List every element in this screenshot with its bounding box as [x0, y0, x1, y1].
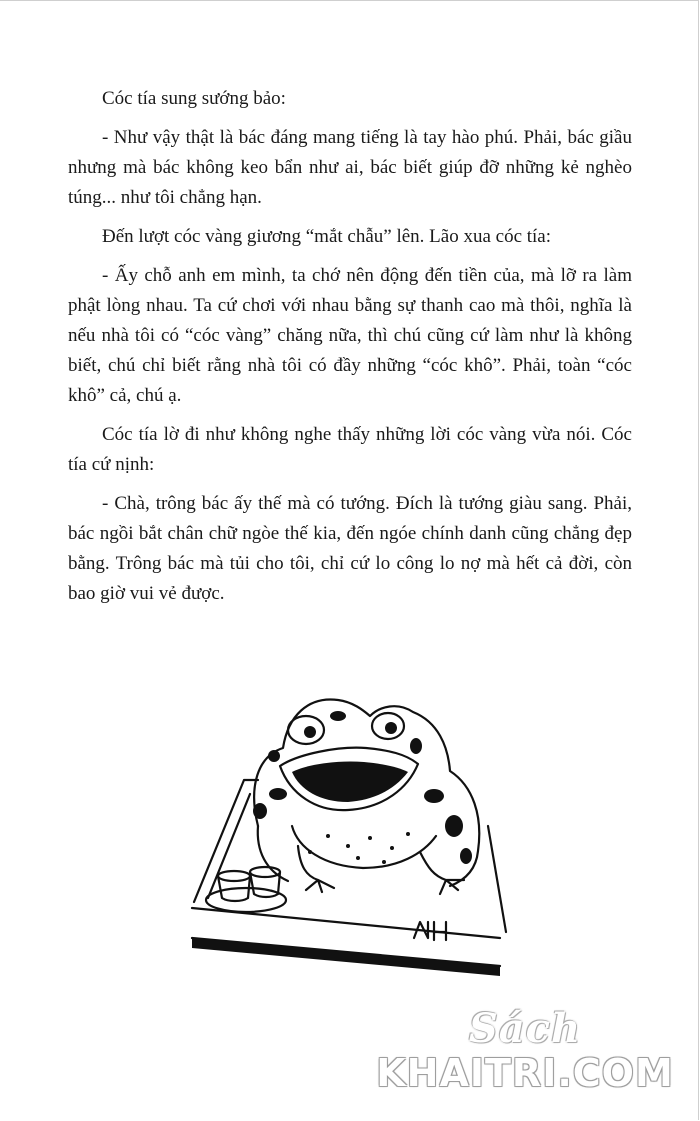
- watermark: [360, 1003, 690, 1113]
- story-text: [68, 84, 632, 618]
- paragraph-3: Đến lượt cóc vàng giương “mắt chẫu” lên. Lão xua cóc tía:: [102, 226, 552, 247]
- toad-at-table-illustration: [188, 676, 518, 1022]
- watermark-script: Sách: [468, 1005, 582, 1052]
- paragraph-4: - Ấy chỗ anh em mình, ta chớ nên động đến tiền của, mà lỡ ra làm phật lòng nhau. Ta cứ chơi với nhau bằng sự thanh cao mà thôi, nghĩa là nếu nhà tôi có “cóc vàng” chăng nữa, thì chú cũng cứ làm như là không biết, chú chỉ biết rằng nhà tôi có đầy những “cóc khô”. Phải, toàn “cóc khô” cả, chú ạ.: [68, 265, 632, 406]
- paragraph-1: Cóc tía sung sướng bảo:: [102, 88, 286, 109]
- watermark-main: KHAITRI.COM: [376, 1051, 674, 1095]
- paragraph-2: - Như vậy thật là bác đáng mang tiếng là tay hào phú. Phải, bác giầu nhưng mà bác không keo bẩn như ai, bác biết giúp đỡ những kẻ nghèo túng... như tôi chẳng hạn.: [68, 127, 632, 208]
- paragraph-5: Cóc tía lờ đi như không nghe thấy những lời cóc vàng vừa nói. Cóc tía cứ nịnh:: [68, 424, 632, 475]
- paragraph-6: - Chà, trông bác ấy thế mà có tướng. Đích là tướng giàu sang. Phải, bác ngồi bắt chân chữ ngòe thế kia, đến ngóe chính danh cũng chẳng đẹp bằng. Trông bác mà tủi cho tôi, chỉ cứ lo công lo nợ mà hết cả đời, còn bao giờ vui vẻ được.: [68, 493, 632, 604]
